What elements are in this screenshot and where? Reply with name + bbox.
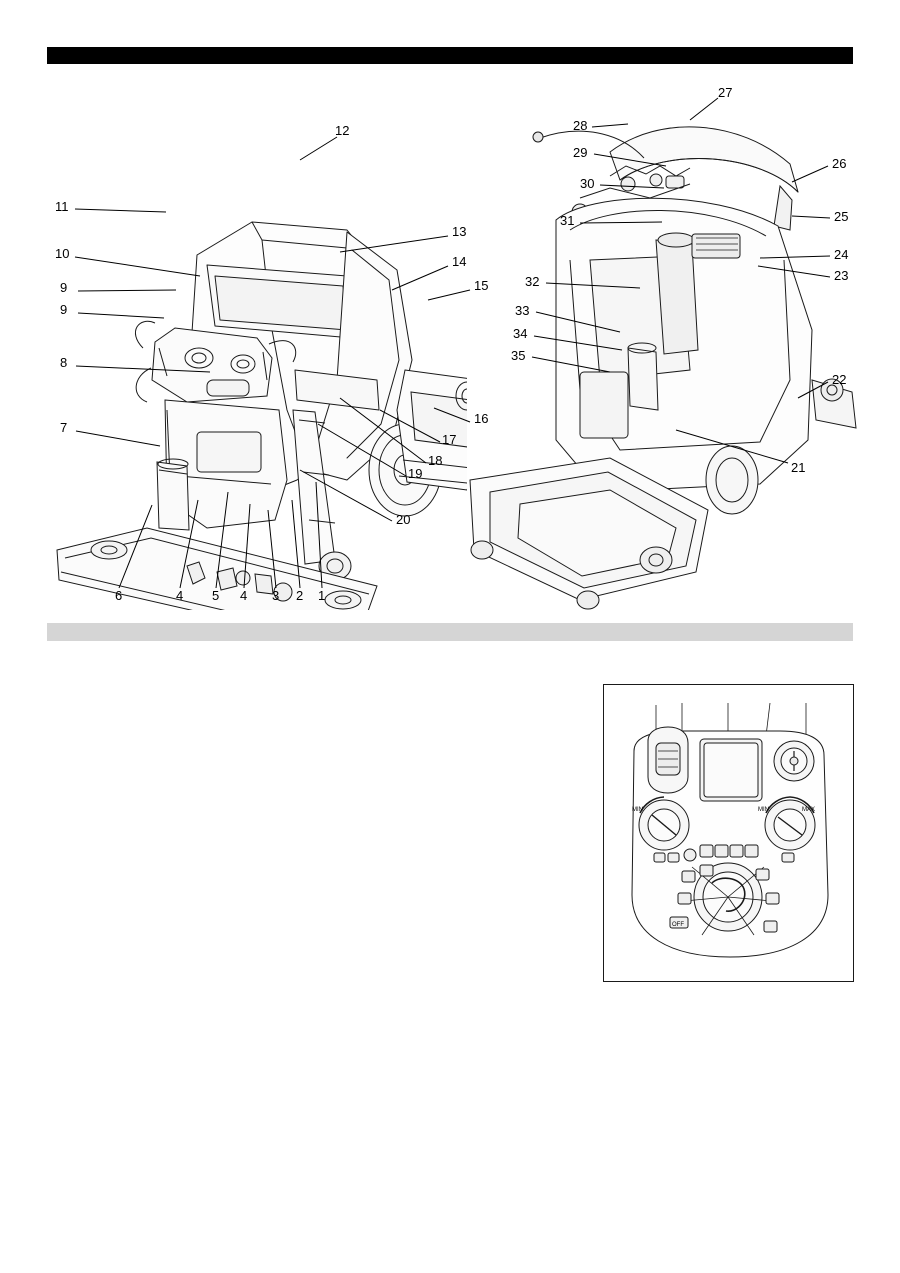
header-bar	[47, 47, 853, 64]
callout-1: 1	[318, 588, 326, 603]
callout-6: 6	[115, 588, 123, 603]
callout-17: 17	[442, 432, 457, 447]
callout-21: 21	[791, 460, 806, 475]
callout-35: 35	[511, 348, 526, 363]
callout-22: 22	[832, 372, 847, 387]
callout-28: 28	[573, 118, 588, 133]
callout-26: 26	[832, 156, 847, 171]
callout-4a: 4	[176, 588, 184, 603]
callout-5: 5	[212, 588, 220, 603]
svg-text:MIN: MIN	[632, 807, 643, 813]
figure-control-panel	[603, 684, 854, 982]
callout-33: 33	[515, 303, 530, 318]
callout-7: 7	[60, 420, 68, 435]
callout-9b: 9	[60, 302, 68, 317]
callout-10: 10	[55, 246, 70, 261]
callout-20: 20	[396, 512, 411, 527]
callout-27: 27	[718, 85, 733, 100]
svg-text:MAX: MAX	[802, 807, 816, 813]
svg-text:MIN: MIN	[758, 807, 769, 813]
callout-15: 15	[474, 278, 489, 293]
callout-23: 23	[834, 268, 849, 283]
callout-25: 25	[834, 209, 849, 224]
callout-2: 2	[296, 588, 304, 603]
callout-31: 31	[560, 213, 575, 228]
callout-3: 3	[272, 588, 280, 603]
callout-4b: 4	[240, 588, 248, 603]
figure-right-machine	[460, 80, 860, 610]
callout-16: 16	[474, 411, 489, 426]
callout-24: 24	[834, 247, 849, 262]
callout-19: 19	[408, 466, 423, 481]
callout-34: 34	[513, 326, 528, 341]
section-separator-bar	[47, 623, 853, 641]
callout-11: 11	[55, 199, 69, 214]
callout-13: 13	[452, 224, 467, 239]
callout-12: 12	[335, 123, 350, 138]
callout-8: 8	[60, 355, 68, 370]
svg-text:OFF: OFF	[672, 922, 684, 928]
callout-18: 18	[428, 453, 443, 468]
callout-9a: 9	[60, 280, 68, 295]
callout-14: 14	[452, 254, 467, 269]
callout-32: 32	[525, 274, 540, 289]
figure-left-machine	[47, 80, 467, 610]
callout-29: 29	[573, 145, 588, 160]
callout-30: 30	[580, 176, 595, 191]
